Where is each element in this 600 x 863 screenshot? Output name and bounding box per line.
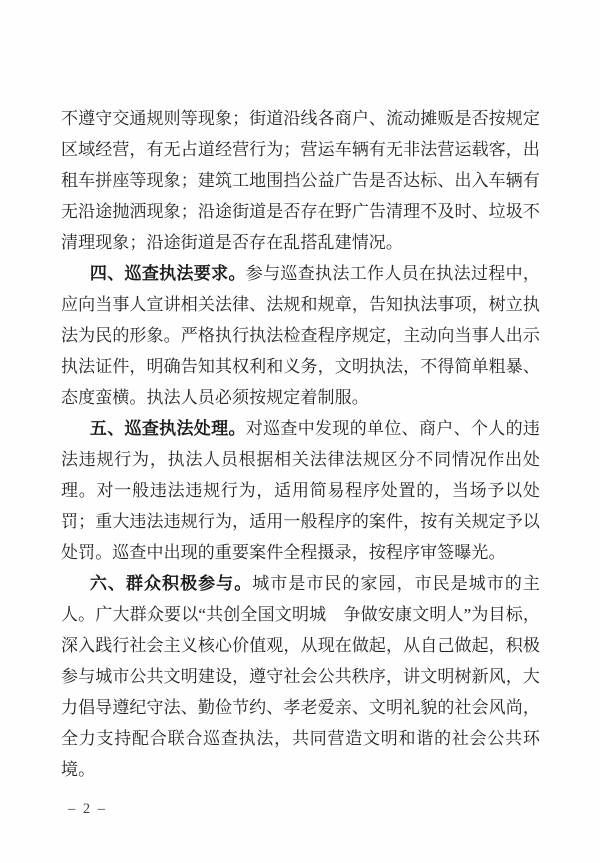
paragraph-continuation bbox=[61, 103, 540, 258]
paragraph-text: 城市是市民的家园，市民是城市的主人。广大群众要以“共创全国文明城 争做安康文明人”为目标，深入践行社会主义核心价值观，从现在做起，从自己做起，积极参与城市公共文明建设，遵守社会公共秩序，讲文明树新风，大力倡导遵纪守法、勤俭节约、孝老爱亲、文明礼貌的社会风尚，全力支持配合联合巡查执法，共同营造文明和谐的社会公共环境。 bbox=[61, 574, 540, 779]
paragraph-text: 对巡查中发现的单位、商户、个人的违法违规行为，执法人员根据相关法律法规区分不同情况作出处理。对一般违法违规行为，适用简易程序处置的，当场予以处罚；重大违法违规行为，适用一般程序的案件，按有关规定予以处罚。巡查中出现的重要案件全程摄录，按程序审签曝光。 bbox=[61, 419, 541, 562]
paragraph-text: 不遵守交通规则等现象；街道沿线各商户、流动摊贩是否按规定区域经营，有无占道经营行为；营运车辆有无非法营运载客，出租车拼座等现象；建筑工地围挡公益广告是否达标、出入车辆有无沿途抛洒现象；沿途街道是否存在野广告清理不及时、垃圾不清理现象；沿途街道是否存在乱搭乱建情况。 bbox=[61, 109, 540, 252]
paragraph-text: 参与巡查执法工作人员在执法过程中，应向当事人宣讲相关法律、法规和规章，告知执法事项，树立执法为民的形象。严格执行执法检查程序规定，主动向当事人出示执法证件，明确告知其权利和义务，文明执法，不得简单粗暴、态度蛮横。执法人员必须按规定着制服。 bbox=[61, 264, 541, 407]
paragraph-heading: 四、巡查执法要求。 bbox=[89, 264, 246, 283]
paragraph-section-4 bbox=[61, 258, 540, 413]
paragraph-section-6 bbox=[61, 568, 540, 785]
page-number: – 2 – bbox=[68, 801, 107, 817]
document-body bbox=[61, 103, 540, 785]
paragraph-section-5 bbox=[61, 413, 540, 568]
paragraph-heading: 五、巡查执法处理。 bbox=[89, 419, 246, 438]
paragraph-heading: 六、群众积极参与。 bbox=[89, 574, 253, 593]
